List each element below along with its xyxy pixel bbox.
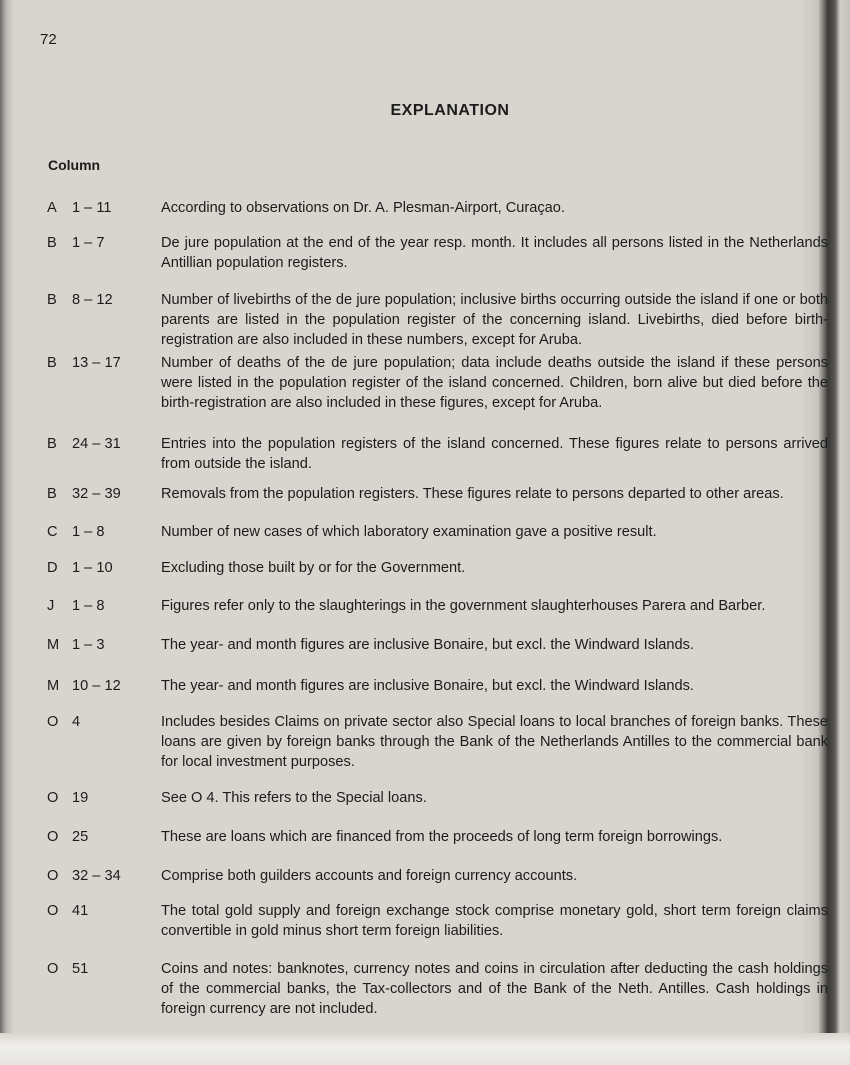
explanation-text: Figures refer only to the slaughterings in the government slaughterhouses Parera and Barber.: [161, 598, 766, 614]
column-letter: O: [47, 829, 59, 845]
explanation-text: The year- and month figures are inclusive Bonaire, but excl. the Windward Islands.: [161, 637, 694, 653]
page-bottom-edge: [0, 1033, 850, 1065]
column-letter: B: [47, 486, 57, 502]
column-letter: O: [47, 903, 59, 919]
column-letter: J: [47, 598, 55, 614]
explanation-text: Number of deaths of the de jure population; data include deaths outside the island if these persons were listed in the population register of the island concerned. Children, born alive but died before the birth-registration are also included in these figures, except for Aruba.: [161, 355, 828, 411]
column-range: 1 – 11: [72, 200, 112, 216]
explanation-text: The year- and month figures are inclusive Bonaire, but excl. the Windward Islands.: [161, 678, 694, 694]
column-range: 1 – 7: [72, 235, 105, 251]
column-letter: M: [47, 637, 60, 653]
explanation-text: Entries into the population registers of the island concerned. These figures relate to persons arrived from outside the island.: [161, 436, 828, 472]
explanation-text: De jure population at the end of the year resp. month. It includes all persons listed in the Netherlands Antillian population registers.: [161, 235, 828, 271]
column-range: 24 – 31: [72, 436, 121, 452]
explanation-text: See O 4. This refers to the Special loans.: [161, 790, 427, 806]
column-range: 32 – 34: [72, 868, 121, 884]
column-range: 13 – 17: [72, 355, 121, 371]
column-letter: O: [47, 868, 59, 884]
column-letter: B: [47, 436, 57, 452]
column-range: 1 – 8: [72, 598, 105, 614]
explanation-text: Number of new cases of which laboratory examination gave a positive result.: [161, 524, 657, 540]
column-letter: M: [47, 678, 60, 694]
column-letter: B: [47, 292, 57, 308]
explanation-text: Excluding those built by or for the Government.: [161, 560, 466, 576]
column-header: Column: [48, 157, 101, 173]
column-letter: B: [47, 355, 57, 371]
column-range: 4: [72, 714, 81, 730]
column-letter: B: [47, 235, 57, 251]
column-range: 1 – 8: [72, 524, 105, 540]
column-range: 8 – 12: [72, 292, 113, 308]
explanation-text: According to observations on Dr. A. Plesman-Airport, Curaçao.: [161, 200, 565, 216]
explanation-text: Removals from the population registers. These figures relate to persons departed to other areas.: [161, 486, 784, 502]
page-number: 72: [40, 31, 57, 48]
explanation-text: Number of livebirths of the de jure population; inclusive births occurring outside the island if one or both parents are listed in the population register of the concerning island. Livebirths, died before birth-registration are also included in these numbers, except for Aruba.: [161, 292, 828, 348]
explanation-text: These are loans which are financed from the proceeds of long term foreign borrowings.: [161, 829, 723, 845]
column-letter: O: [47, 790, 59, 806]
column-range: 1 – 3: [72, 637, 105, 653]
column-letter: O: [47, 714, 59, 730]
column-letter: O: [47, 961, 59, 977]
explanation-text: Includes besides Claims on private sector also Special loans to local branches of foreign banks. These loans are given by foreign banks through the Bank of the Netherlands Antilles to the commercial bank for local investment purposes.: [161, 714, 828, 770]
page-title: EXPLANATION: [390, 102, 510, 119]
explanation-text: Coins and notes: banknotes, currency notes and coins in circulation after deducting the cash holdings of the commercial banks, the Tax-collectors and of the Bank of the Neth. Antilles. Cash holdings in foreign currency are not included.: [161, 961, 828, 1017]
column-range: 1 – 10: [72, 560, 113, 576]
column-range: 32 – 39: [72, 486, 121, 502]
column-letter: D: [47, 560, 58, 576]
column-letter: C: [47, 524, 58, 540]
column-range: 10 – 12: [72, 678, 121, 694]
column-range: 25: [72, 829, 89, 845]
explanation-text: Comprise both guilders accounts and foreign currency accounts.: [161, 868, 578, 884]
column-range: 41: [72, 903, 89, 919]
column-range: 19: [72, 790, 89, 806]
column-range: 51: [72, 961, 89, 977]
explanation-text: The total gold supply and foreign exchange stock comprise monetary gold, short term foreign claims convertible in gold minus short term foreign liabilities.: [161, 903, 828, 939]
column-letter: A: [47, 200, 57, 216]
